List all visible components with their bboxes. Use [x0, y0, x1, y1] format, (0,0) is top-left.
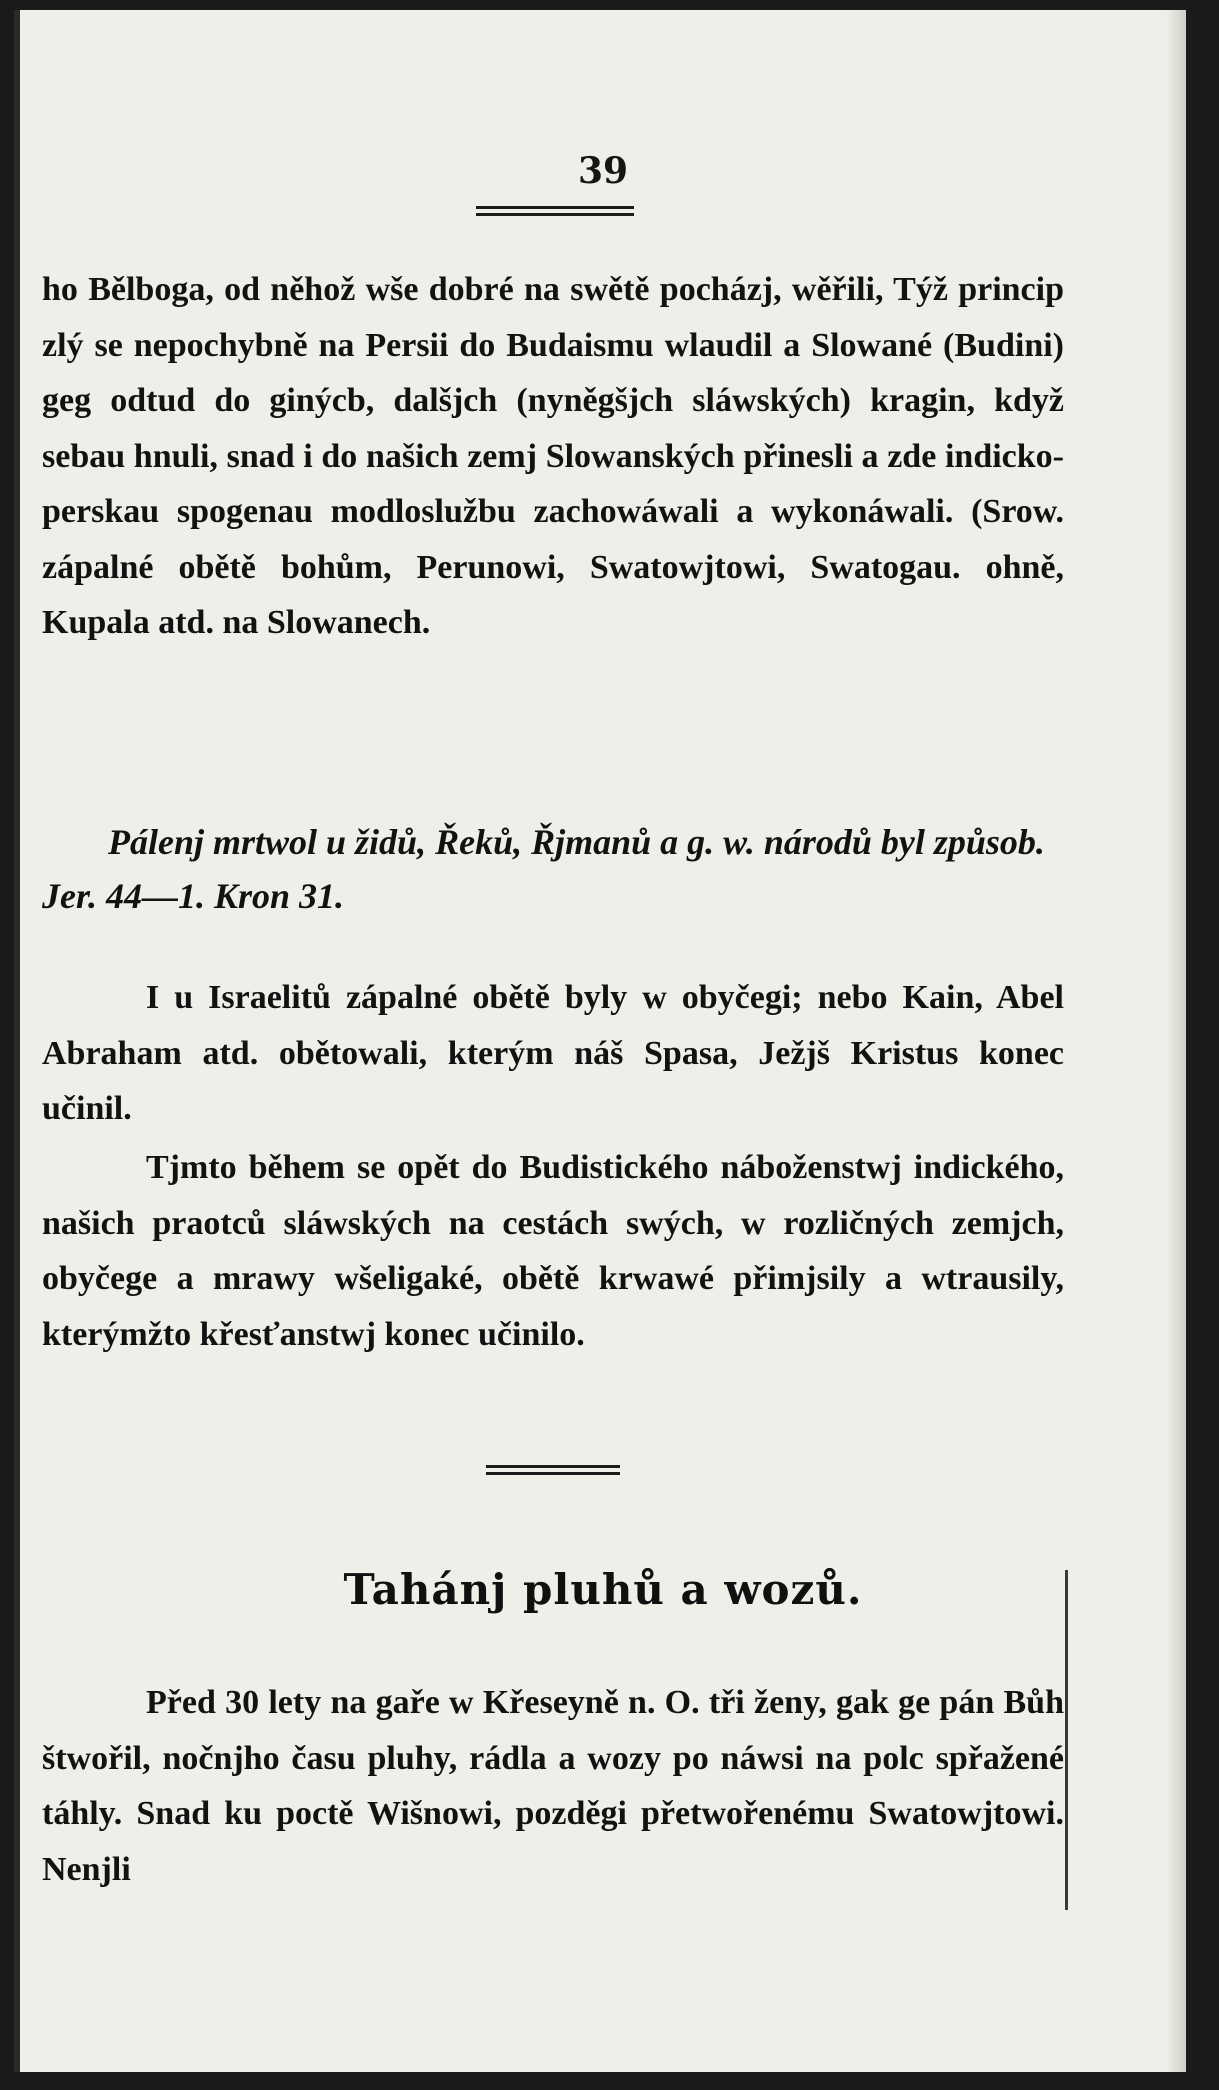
paragraph-5-text: Před 30 lety na gaře w Křeseyně n. O. tři ženy, gak ge pán Bůh štwořil, nočnjho času pluhy, rádla a wozy po náwsi na polc spřažené táhly. Snad ku poctě Wišnowi, pozděgi přetwořenému Swatowjtowi. Nenjli	[42, 1684, 1064, 1888]
paragraph-2-italic	[42, 815, 1064, 923]
paragraph-3	[42, 970, 1064, 1137]
header-rule	[476, 206, 634, 216]
paragraph-2-text: Pálenj mrtwol u židů, Řeků, Řjmanů a g. w. národů byl způsob. Jer. 44—1. Kron 31.	[42, 822, 1045, 916]
paragraph-4-text: Tjmto během se opět do Budistického náboženstwj indického, našich praotců sláwských na cestách swých, w rozličných zemjch, obyčege a mrawy wšeligaké, obětě krwawé přimjsily a wtrausily, kterýmžto křesťanstwj konec učinilo.	[42, 1149, 1064, 1353]
section-heading: Tahánj pluhů a wozů.	[343, 1565, 863, 1614]
page-edge-shadow	[1166, 10, 1186, 2072]
page-number: 39	[577, 150, 629, 192]
paragraph-1	[42, 262, 1064, 651]
paragraph-1-text: ho Bělboga, od něhož wše dobré na swětě pocházj, wěřili, Týž princip zlý se nepochybně na Persii do Budaismu wlaudil a Slowané (Budini) geg odtud do ginýcb, dalšjch (nyněgšjch sláwských) kragin, když sebau hnuli, snad i do našich zemj Slowanských přinesli a zde indicko-perskau spogenau modloslužbu zachowáwali a wykonáwali. (Srow. zápalné obětě bohům, Perunowi, Swatowjtowi, Swatogau. ohně, Kupala atd. na Slowanech.	[42, 271, 1064, 641]
section-divider-rule	[486, 1465, 620, 1475]
paragraph-5	[42, 1675, 1064, 1897]
book-page	[14, 10, 1186, 2072]
paragraph-4	[42, 1140, 1064, 1362]
margin-mark	[1065, 1570, 1068, 1910]
paragraph-3-text: I u Israelitů zápalné obětě byly w obyčegi; nebo Kain, Abel Abraham atd. obětowali, kterým náš Spasa, Ježjš Kristus konec učinil.	[42, 979, 1064, 1127]
